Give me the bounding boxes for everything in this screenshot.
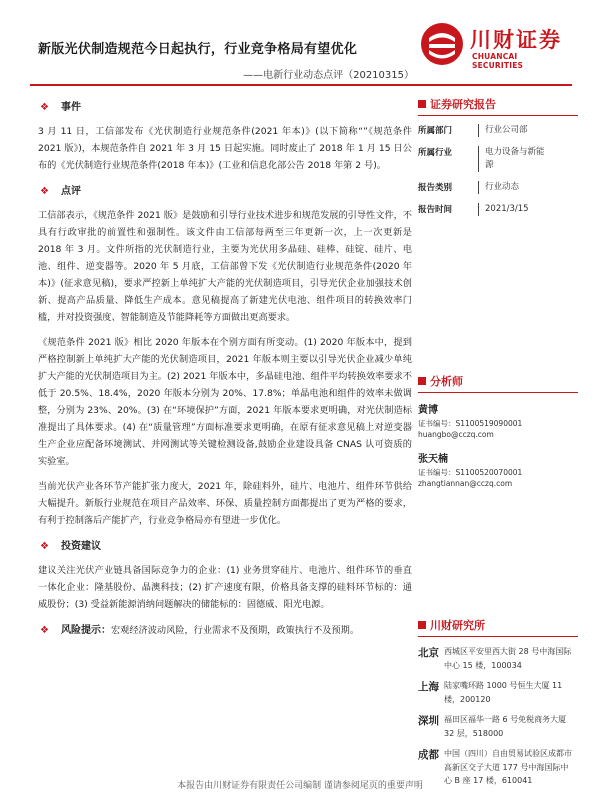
info-row-industry (418, 146, 578, 172)
office-beijing (418, 645, 578, 672)
main-column (38, 92, 412, 646)
logo-en-text: CHUANCAI SECURITIES (472, 52, 524, 70)
advice-heading-label: 投资建议 (60, 541, 101, 552)
analyst-cert: 证书编号：S1100520070001 (418, 468, 523, 477)
info-value: 2021/3/15 (478, 203, 529, 216)
event-paragraph: 3 月 11 日，工信部发布《光伏制造行业规范条件(2021 年本)》(以下简称“”《规范条件 2021 版》)，本规范条件自 2021 年 3 月 15 日起实施。同时废止了 2018 年 1 月 15 日公布的《光伏制造行业规范条件(2018 年本)》(工业和信息化部公告 2018 年第 2 号)。 (38, 126, 412, 171)
comment-heading-label: 点评 (60, 186, 81, 197)
analyst-email[interactable]: huangbo@cczq.com (418, 430, 494, 439)
office-shenzhen (418, 713, 578, 740)
diamond-bullet-icon: ❖ (40, 625, 49, 636)
comment-heading (40, 182, 412, 197)
header-divider (30, 84, 572, 86)
office-city: 成都 (418, 749, 439, 761)
report-subtitle: ——电新行业动态点评（20210315） (243, 70, 414, 81)
office-shanghai (418, 679, 578, 706)
advice-paragraph: 建议关注光伏产业链具备国际竞争力的企业：(1) 业务贯穿硅片、电池片、组件环节的垂直一体化企业：隆基股份、晶澳科技；(2) 扩产速度有限，价格具备支撑的硅料环节标的：通威股份；(3) 受益新能源消纳问题解决的储能标的：固德威、阳光电源。 (38, 565, 412, 610)
info-key: 所属部门 (418, 126, 453, 136)
info-value: 行业公司部 (478, 124, 528, 137)
office-city: 北京 (418, 647, 439, 659)
sidebar-spacer (418, 225, 578, 373)
square-bullet-icon (418, 100, 426, 108)
analyst-card (418, 450, 578, 489)
office-city: 上海 (418, 681, 439, 693)
institute-heading (418, 617, 578, 637)
risk-line (40, 621, 412, 636)
office-city: 深圳 (418, 715, 439, 727)
analyst-heading-label: 分析师 (430, 375, 463, 388)
comment-paragraph-3: 当前光伏产业各环节产能扩张力度大，2021 年，除硅料外，硅片、电池片、组件环节供给大幅提升。新版行业规范在项目产品效率、环保、质量控制方面都提出了更为严格的要求，有利于控制落后产能扩产，行业竞争格局亦有望进一步优化。 (38, 481, 412, 526)
info-key: 所属行业 (418, 148, 453, 158)
analyst-name: 张天楠 (418, 454, 448, 465)
office-address: 福田区福华一路 6 号免税商务大厦 32 层，518000 (444, 715, 567, 738)
analyst-cert: 证书编号：S1100519090001 (418, 419, 523, 428)
risk-text: 宏观经济波动风险，行业需求不及预期，政策执行不及预期。 (110, 625, 360, 636)
analyst-card (418, 401, 578, 440)
advice-heading (40, 537, 412, 552)
office-address: 陆家嘴环路 1000 号恒生大厦 11 楼，200120 (444, 681, 563, 704)
logo-cn-text: 川财证券 (470, 28, 562, 52)
info-row-department (418, 124, 578, 137)
sidebar (418, 96, 578, 795)
office-address: 中国（四川）自由贸易试验区成都市高新区交子大道 177 号中海国际中心 B 座 17 楼，610041 (444, 749, 572, 785)
event-heading (40, 98, 412, 113)
info-key: 报告类别 (418, 183, 453, 193)
analyst-heading (418, 373, 578, 393)
risk-label: 风险提示： (60, 625, 111, 636)
comment-paragraph-2: 《规范条件 2021 版》相比 2020 年版本在个别方面有所变动。(1) 2020 年版本中，提到严格控制新上单纯扩大产能的光伏制造项目，2021 年版本则主要以引导光伏企业减少单纯扩大产能的光伏制造项目为主。(2) 2021 年版本中，多晶硅电池、组件平均转换效率要求不低于 20.5%、18.4%，2020 年版本分别为 20%、17.8%；单晶电池和组件的效率未做调整，分别为 23%、20%。(3) 在“环境保护”方面，2021 年版本要求更明确，对光伏制造标准提出了具体要求。(4) 在“质量管理”方面标准要求更明确，在原有征求意见稿上对逆变器生产企业应配备环境测试、并网测试等关键检测设备,鼓励企业建设具备 CNAS 认可资质的实验室。 (38, 337, 412, 467)
event-heading-label: 事件 (60, 102, 81, 113)
report-title: 新版光伏制造规范今日起执行，行业竞争格局有望优化 (38, 42, 358, 57)
analyst-email[interactable]: zhangtiannan@cczq.com (418, 479, 513, 488)
info-value: 行业动态 (478, 181, 519, 194)
institute-heading-label: 川财研究所 (430, 619, 485, 632)
info-key: 报告时间 (418, 205, 453, 215)
office-address: 西城区平安里西大街 28 号中海国际中心 15 楼，100034 (444, 647, 572, 670)
sidebar-spacer (418, 499, 578, 617)
company-logo (420, 22, 570, 72)
diamond-bullet-icon: ❖ (40, 102, 49, 113)
chuancai-logo-icon (420, 22, 464, 66)
info-row-date (418, 203, 578, 216)
page-footer: 本报告由川财证券有限责任公司编制 谨请参阅尾页的重要声明 (177, 781, 423, 791)
info-row-category (418, 181, 578, 194)
diamond-bullet-icon: ❖ (40, 541, 49, 552)
report-info-heading-label: 证券研究报告 (430, 98, 496, 111)
analyst-name: 黄博 (418, 405, 438, 416)
square-bullet-icon (418, 377, 426, 385)
comment-paragraph-1: 工信部表示，《规范条件 2021 版》是鼓励和引导行业技术进步和规范发展的引导性文件，不具有行政审批的前置性和强制性。该文件由工信部每两至三年更新一次，上一次更新是 2018 年 3 月。文件所指的光伏制造行业，主要为光伏用多晶硅、硅棒、硅锭、硅片、电池、组件、逆变器等。2020 年 5 月底，工信部曾下发《光伏制造行业规范条件(2020 年本)》(征求意见稿)，要求严控新上单纯扩大产能的光伏制造项目，引导光伏企业加强技术创新、提高产品质量、降低生产成本。意见稿提高了新建光伏电池、组件项目的转换效率门槛，并对投资强度、智能制造及节能降耗等方面做出更高要求。 (38, 210, 412, 323)
square-bullet-icon (418, 621, 426, 629)
diamond-bullet-icon: ❖ (40, 186, 49, 197)
report-info-heading (418, 96, 578, 116)
info-value: 电力设备与新能源 (478, 146, 545, 172)
